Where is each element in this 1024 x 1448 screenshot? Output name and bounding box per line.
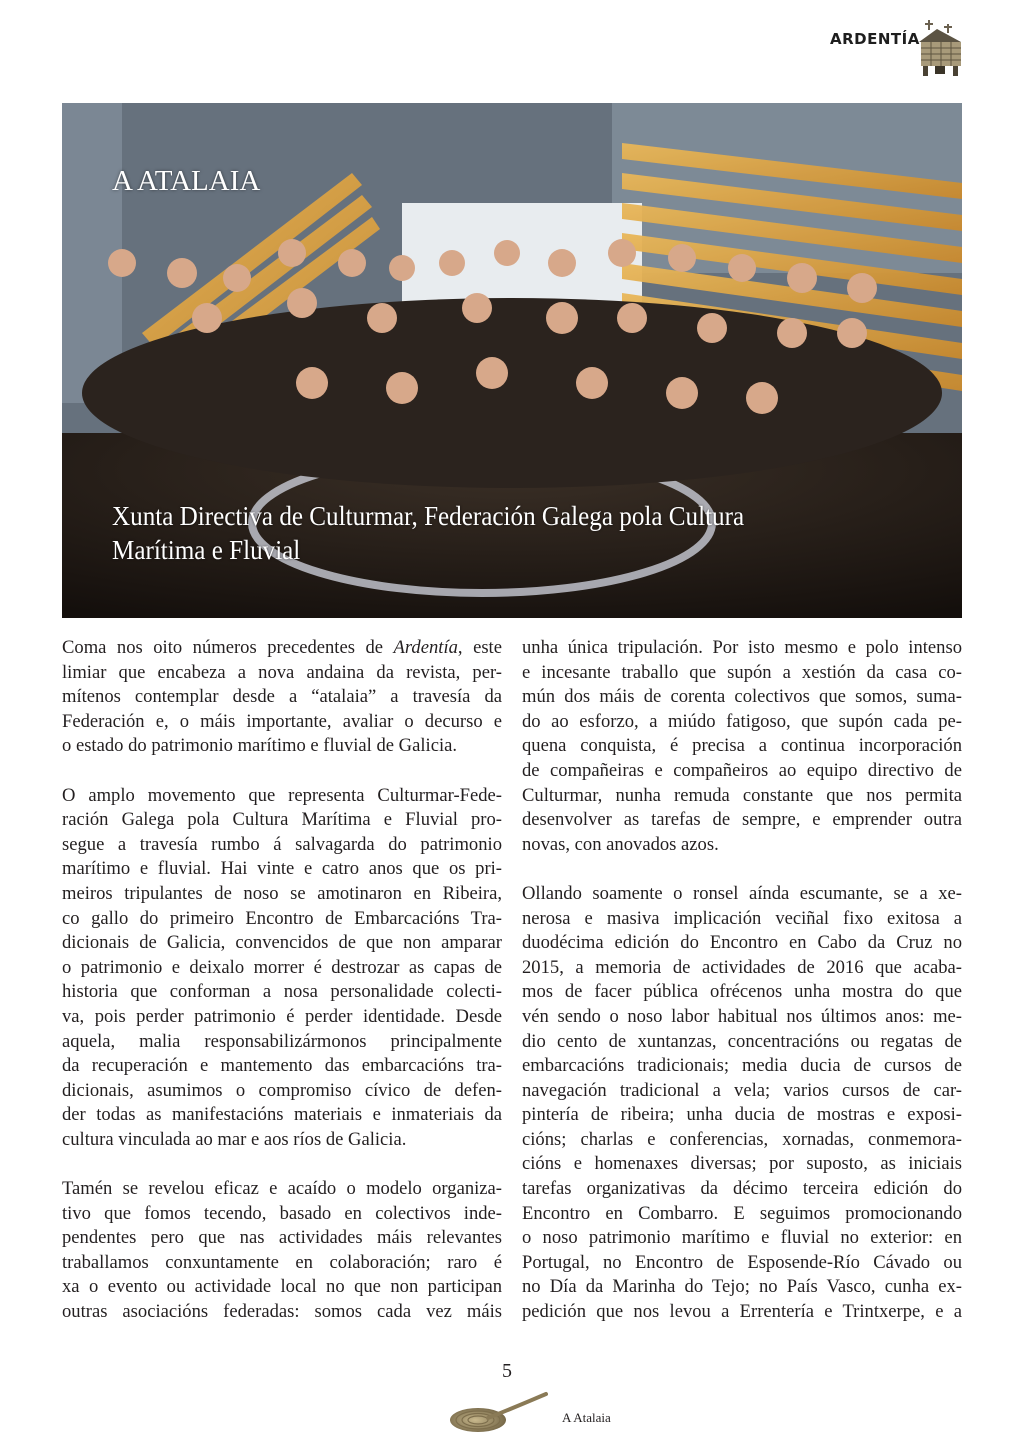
paragraph-line: historia que conforman a nosa personalidade colecti- xyxy=(62,981,502,1003)
paragraph-line: mún dos máis de corenta colectivos que somos, suma- xyxy=(522,686,962,708)
paragraph-line: Culturmar, nunha remuda constante que nos permita xyxy=(522,784,962,806)
photo-caption xyxy=(112,499,875,567)
paragraph-line: novas, con anovados azos. xyxy=(522,833,719,855)
paragraph-line: va, pois perder patrimonio é perder identidade. Desde xyxy=(62,1005,502,1027)
paragraph-line: mítenos contemplar desde a “atalaia” a travesía da xyxy=(62,686,502,708)
paragraph-gap xyxy=(62,1152,502,1177)
paragraph-line: Federación e, o máis importante, avaliar o decurso e xyxy=(62,710,502,732)
paragraph-line: limiar que encabeza a nova andaina da revista, per- xyxy=(62,661,502,683)
paragraph-line: e incesante traballo que supón a xestión da casa co- xyxy=(522,661,962,683)
paragraph-line: pendentes pero que nas actividades máis relevantes xyxy=(62,1227,502,1249)
paragraph-line: navegación tradicional a vela; varios cursos de car- xyxy=(522,1079,962,1101)
paragraph-line: O amplo movemento que representa Culturmar-Fede- xyxy=(62,784,502,806)
header-brand: ARDENTÍA xyxy=(830,30,920,48)
paragraph-line: co gallo do primeiro Encontro de Embarcacións Tra- xyxy=(62,907,502,929)
paragraph-line: Ollando soamente o ronsel aínda escumante, se a xe- xyxy=(522,882,962,904)
paragraph-line: mos de facer pública ofrécenos unha mostra do que xyxy=(522,981,962,1003)
paragraph-line: 2015, a memoria de actividades de 2016 que acaba- xyxy=(522,956,962,978)
page-number: 5 xyxy=(502,1360,512,1382)
paragraph-line: dicionais de Galicia, convencidos de que non amparar xyxy=(62,932,502,954)
paragraph-line: tarefas organizativas da décimo terceira edición do xyxy=(522,1178,962,1200)
paragraph-gap xyxy=(62,759,502,784)
paragraph-line: de compañeiras e compañeiros ao equipo directivo de xyxy=(522,759,962,781)
paragraph-line: aquela, malia responsabilizármonos principalmente xyxy=(62,1030,502,1052)
article-column-right xyxy=(522,636,962,1325)
paragraph-line: pintería de ribeira; unha ducia de mostras e exposi- xyxy=(522,1104,962,1126)
paragraph-line: pedición que nos levou a Errentería e Trintxerpe, e a xyxy=(522,1301,962,1323)
coiled-rope-icon xyxy=(448,1388,548,1434)
paragraph-line: ración Galega pola Cultura Marítima e Fluvial pro- xyxy=(62,809,502,831)
paragraph-line: cións e homenaxes diversas; por suposto, as iniciais xyxy=(522,1153,962,1175)
paragraph-line: xa o evento ou actividade local no que non participan xyxy=(62,1276,502,1298)
paragraph-line: segue a travesía rumbo á salvagarda do patrimonio xyxy=(62,833,502,855)
photo-caption-line: Marítima e Fluvial xyxy=(112,535,301,565)
paragraph-line: da recuperación e mantemento das embarcacións tra- xyxy=(62,1055,502,1077)
paragraph-line: cións; charlas e conferencias, xornadas, conmemora- xyxy=(522,1128,962,1150)
paragraph-line: o estado do patrimonio marítimo e fluvial de Galicia. xyxy=(62,735,458,757)
paragraph-line: o noso patrimonio marítimo e fluvial no exterior: en xyxy=(522,1227,962,1249)
paragraph-line: dio cento de xuntanzas, concentracións ou regatas de xyxy=(522,1030,962,1052)
paragraph-line: meiros tripulantes de noso se amotinaron en Ribeira, xyxy=(62,882,502,904)
paragraph-line: unha única tripulación. Por isto mesmo e polo intenso xyxy=(522,637,962,658)
paragraph-line: desenvolver as tarefas de sempre, e emprender outra xyxy=(522,809,962,831)
paragraph-line: Tamén se revelou eficaz e acaído o modelo organiza- xyxy=(62,1178,502,1200)
paragraph-line: embarcacións tradicionais; media ducia de cursos de xyxy=(522,1055,962,1077)
paragraph-line: o patrimonio e deixalo morrer é destrozar as capas de xyxy=(62,956,502,978)
italic-title: Ardentía xyxy=(393,637,458,658)
paragraph-line: tivo que fomos tecendo, basado en colectivos inde- xyxy=(62,1202,502,1224)
section-title: A ATALAIA xyxy=(112,165,261,197)
paragraph-line: cultura vinculada ao mar e aos ríos de Galicia. xyxy=(62,1128,407,1150)
group-photo xyxy=(62,103,962,618)
paragraph-line: nerosa e masiva implicación veciñal fixo exitosa a xyxy=(522,907,962,929)
paragraph-line: quena conquista, é precisa a continua incorporación xyxy=(522,735,962,757)
paragraph-line: Encontro en Combarro. E seguimos promocionando xyxy=(522,1202,962,1224)
photo-caption-line: Xunta Directiva de Culturmar, Federación Galega pola Cultura xyxy=(112,501,745,531)
paragraph-line: vén sendo o noso labor habitual nos últimos anos: me- xyxy=(522,1005,962,1027)
paragraph-line: do ao esforzo, a miúdo fatigoso, que supón cada pe- xyxy=(522,710,962,732)
paragraph-line: dicionais, asumimos o compromiso cívico de defen- xyxy=(62,1079,502,1101)
paragraph-line: Portugal, no Encontro de Esposende-Río Cávado ou xyxy=(522,1251,962,1273)
horreo-icon xyxy=(915,16,965,78)
article-column-left xyxy=(62,636,502,1325)
paragraph-line: duodécima edición do Encontro en Cabo da Cruz no xyxy=(522,932,962,954)
paragraph-line: der todas as manifestacións materiais e inmateriais da xyxy=(62,1104,502,1126)
paragraph-gap xyxy=(522,857,962,882)
paragraph-line: traballamos conxuntamente en colaboración; raro é xyxy=(62,1251,502,1273)
paragraph-line: outras asociacións federadas: somos cada vez máis xyxy=(62,1301,502,1323)
paragraph-line: Coma nos oito números precedentes de Ardentía, este xyxy=(62,637,502,658)
footer-section-name: A Atalaia xyxy=(562,1410,611,1425)
paragraph-line: marítimo e fluvial. Hai vinte e catro anos que os pri- xyxy=(62,858,502,880)
paragraph-line: no Día da Marinha do Tejo; no País Vasco, cunha ex- xyxy=(522,1276,962,1298)
